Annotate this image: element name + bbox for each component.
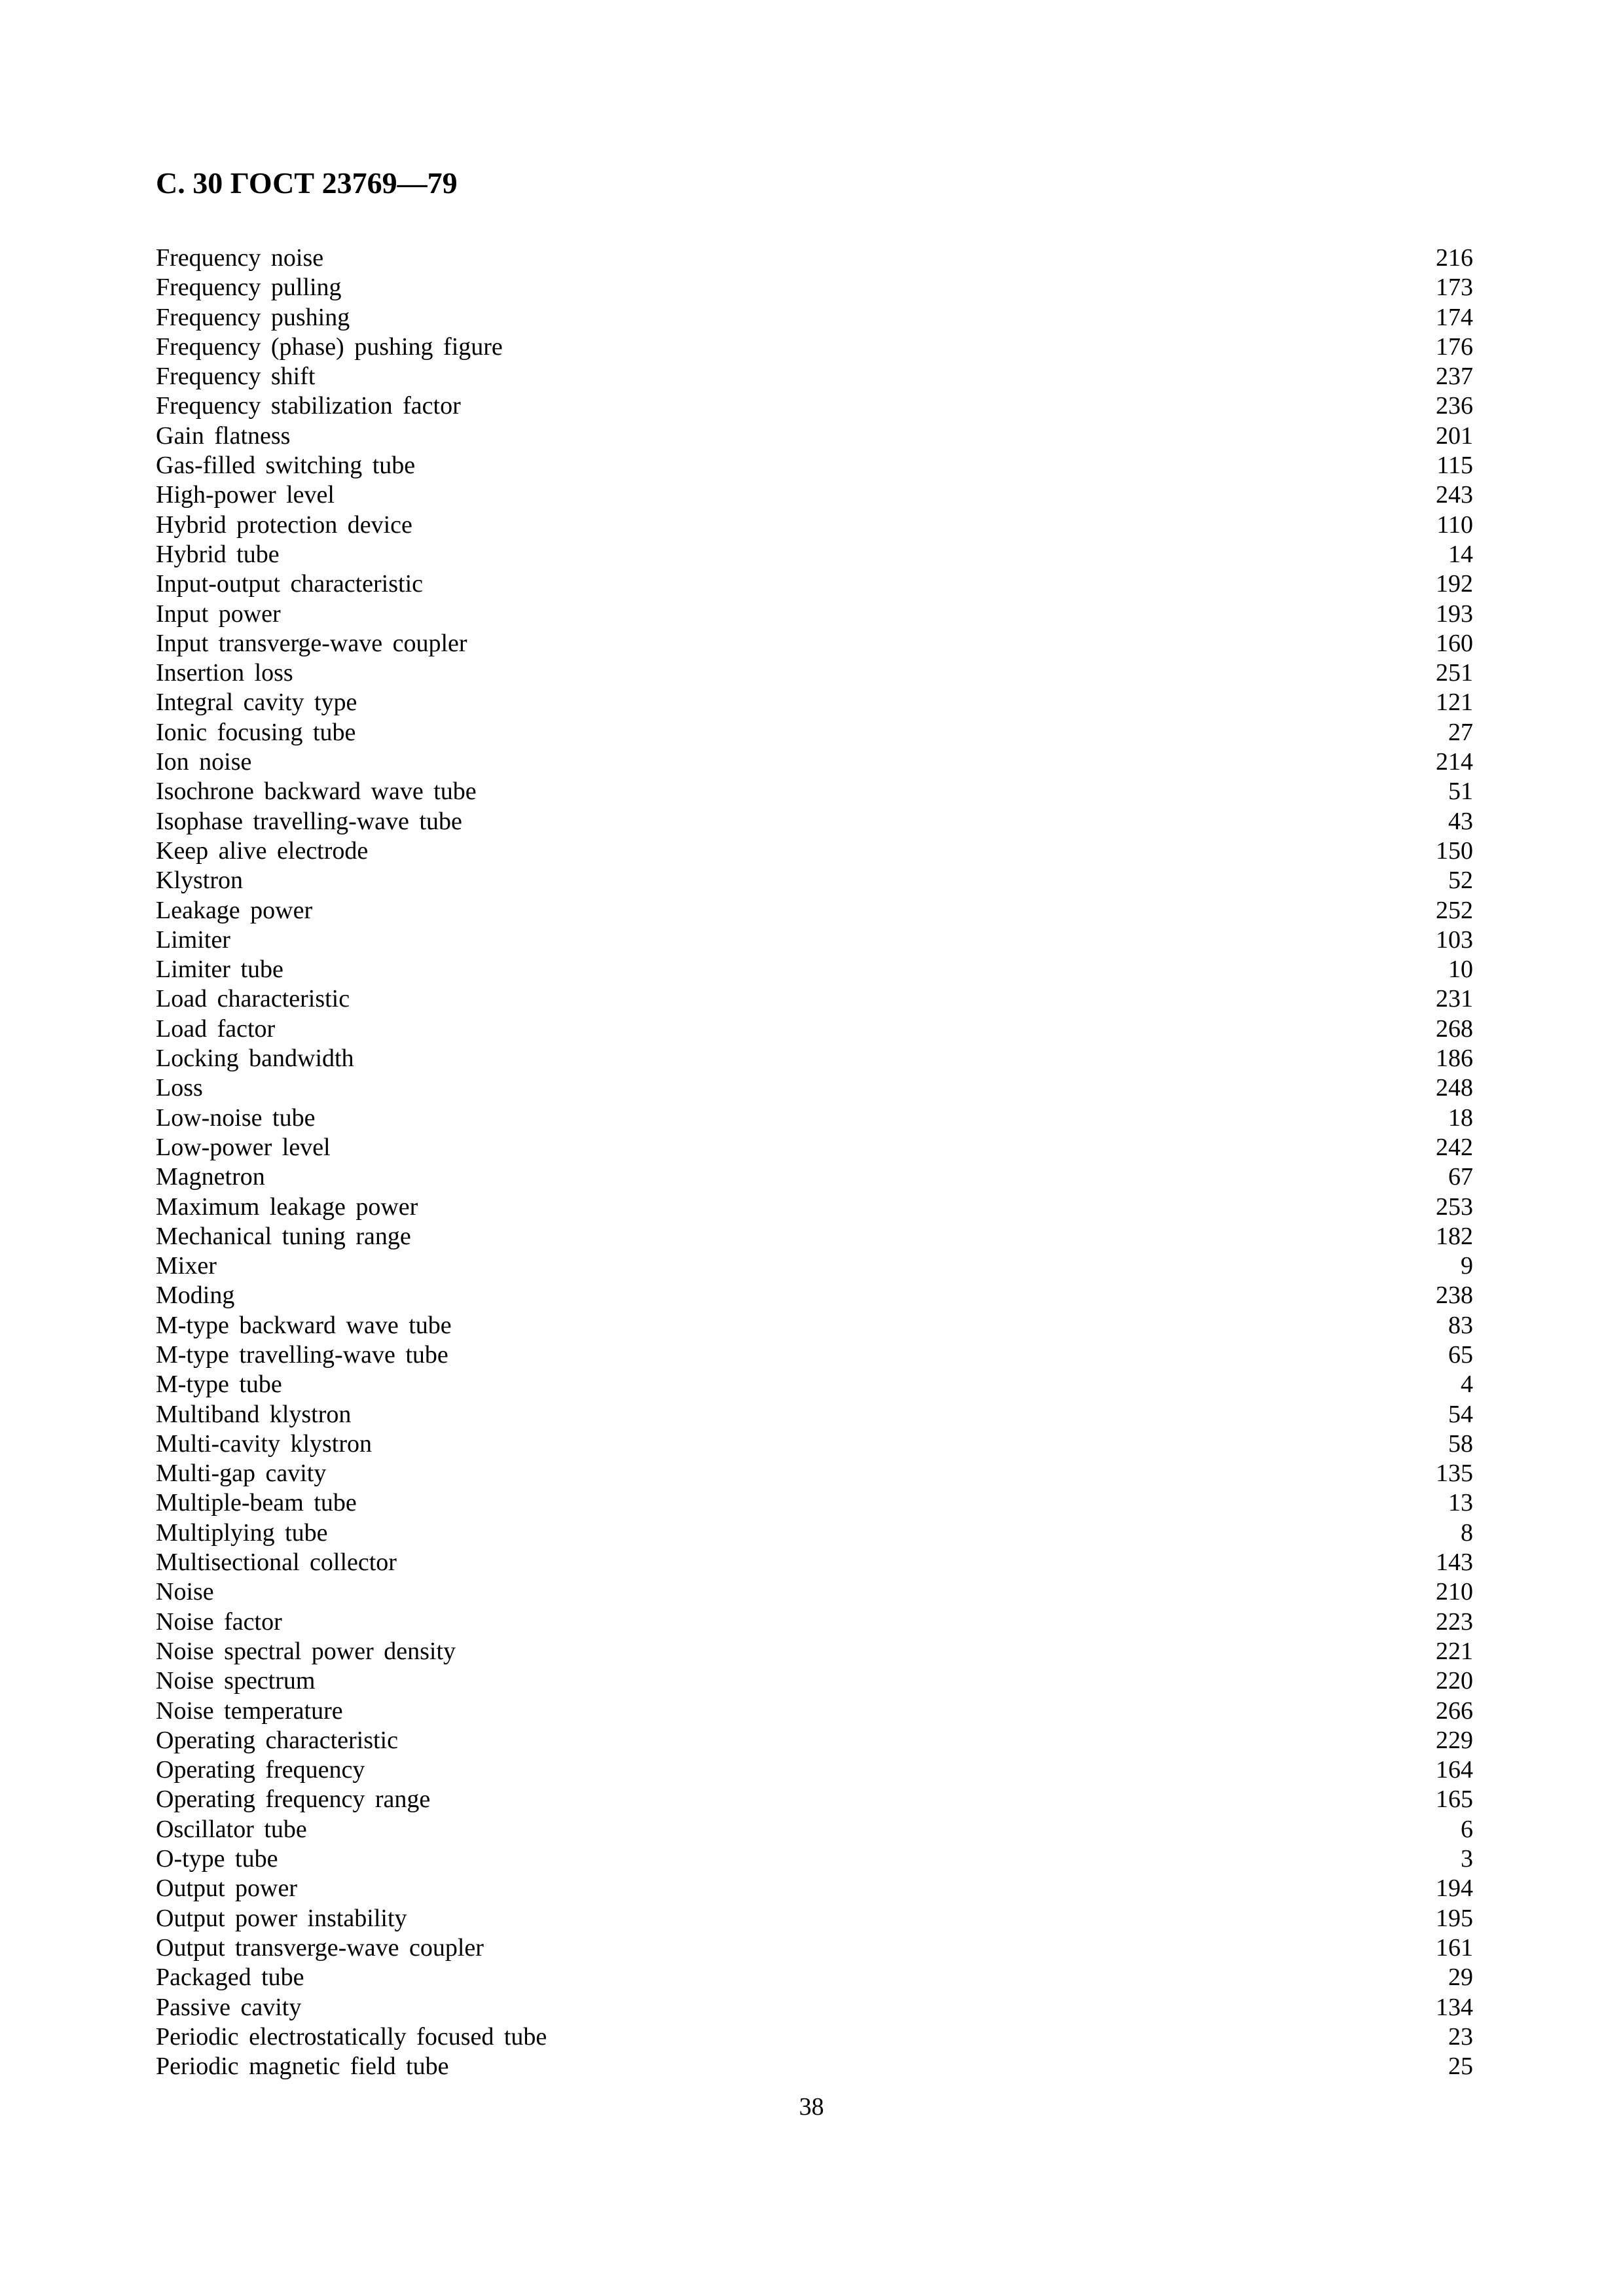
index-page-ref: 115 <box>1436 452 1473 480</box>
index-term: Packaged tube <box>156 1964 304 1992</box>
index-entry <box>156 1904 1473 1933</box>
index-entry <box>156 332 1473 362</box>
index-page-ref: 231 <box>1436 985 1473 1013</box>
index-entry <box>156 807 1473 836</box>
index-page-ref: 268 <box>1436 1014 1473 1043</box>
index-entry <box>156 1488 1473 1518</box>
index-page-ref: 83 <box>1448 1311 1473 1339</box>
index-term: High-power level <box>156 481 335 509</box>
index-page-ref: 143 <box>1436 1549 1473 1577</box>
index-page-ref: 194 <box>1436 1874 1473 1903</box>
index-entry <box>156 1874 1473 1903</box>
index-entry <box>156 629 1473 658</box>
index-term: Ionic focusing tube <box>156 718 356 746</box>
index-term: M-type travelling-wave tube <box>156 1340 448 1369</box>
index-entry <box>156 2022 1473 2052</box>
index-term: Multisectional collector <box>156 1549 397 1577</box>
index-term: Multi-cavity klystron <box>156 1429 373 1458</box>
index-term: Gas-filled switching tube <box>156 452 416 480</box>
index-entry <box>156 1844 1473 1874</box>
index-page-ref: 3 <box>1461 1845 1473 1873</box>
index-page-ref: 238 <box>1436 1282 1473 1310</box>
index-entry <box>156 955 1473 984</box>
index-page-ref: 18 <box>1448 1103 1473 1132</box>
index-entry <box>156 1607 1473 1637</box>
index-entry <box>156 1429 1473 1459</box>
index-term: Moding <box>156 1282 235 1310</box>
index-term: Frequency noise <box>156 244 324 272</box>
index-entry <box>156 1162 1473 1192</box>
index-page-ref: 8 <box>1461 1518 1473 1547</box>
index-page-ref: 4 <box>1461 1371 1473 1399</box>
index-entry <box>156 480 1473 510</box>
index-page-ref: 6 <box>1461 1815 1473 1843</box>
index-term: Passive cavity <box>156 1993 302 2021</box>
index-page-ref: 214 <box>1436 748 1473 776</box>
index-page-ref: 248 <box>1436 1074 1473 1102</box>
index-entry <box>156 600 1473 629</box>
index-term: Operating frequency range <box>156 1785 431 1814</box>
index-term: Magnetron <box>156 1163 265 1191</box>
index-entry <box>156 273 1473 302</box>
index-term: Input power <box>156 600 281 628</box>
index-entry <box>156 569 1473 599</box>
index-entry <box>156 1044 1473 1073</box>
index-entry <box>156 243 1473 273</box>
index-entry <box>156 1251 1473 1281</box>
index-term: Hybrid tube <box>156 540 280 568</box>
index-page-ref: 134 <box>1436 1993 1473 2021</box>
index-entry <box>156 451 1473 480</box>
index-entry <box>156 540 1473 569</box>
index-entry <box>156 511 1473 540</box>
index-entry <box>156 1726 1473 1755</box>
index-page-ref: 65 <box>1448 1340 1473 1369</box>
index-term: Input-output characteristic <box>156 570 424 598</box>
index-page-ref: 237 <box>1436 363 1473 391</box>
index-page-ref: 29 <box>1448 1964 1473 1992</box>
index-entry <box>156 1340 1473 1370</box>
index-entry <box>156 718 1473 747</box>
index-entry <box>156 1222 1473 1251</box>
index-term: Frequency shift <box>156 363 316 391</box>
page-header: С. 30 ГОСТ 23769—79 <box>156 166 458 200</box>
index-term: Noise spectrum <box>156 1667 316 1695</box>
index-entry <box>156 1815 1473 1844</box>
index-entry <box>156 777 1473 806</box>
index-entry <box>156 658 1473 688</box>
index-entry <box>156 1014 1473 1044</box>
index-page-ref: 220 <box>1436 1667 1473 1695</box>
index-term: Hybrid protection device <box>156 511 412 539</box>
index-entry <box>156 747 1473 777</box>
index-page-ref: 174 <box>1436 303 1473 331</box>
index-page-ref: 10 <box>1448 956 1473 984</box>
index-page-ref: 229 <box>1436 1726 1473 1754</box>
index-term: Frequency pulling <box>156 274 342 302</box>
index-entry <box>156 1459 1473 1488</box>
index-page-ref: 14 <box>1448 540 1473 568</box>
index-entry <box>156 1963 1473 1992</box>
index-term: Load characteristic <box>156 985 350 1013</box>
index-entry <box>156 422 1473 451</box>
index-term: Low-power level <box>156 1133 331 1161</box>
index-term: Periodic magnetic field tube <box>156 2053 449 2081</box>
index-page-ref: 25 <box>1448 2053 1473 2081</box>
index-term: Frequency stabilization factor <box>156 392 461 420</box>
index-page-ref: 182 <box>1436 1222 1473 1250</box>
index-page-ref: 243 <box>1436 481 1473 509</box>
index-page-ref: 252 <box>1436 896 1473 924</box>
index-page-ref: 236 <box>1436 392 1473 420</box>
index-term: Periodic electrostatically focused tube <box>156 2022 547 2051</box>
index-page-ref: 51 <box>1448 778 1473 806</box>
index-term: Input transverge-wave coupler <box>156 629 467 657</box>
index-page-ref: 135 <box>1436 1460 1473 1488</box>
index-term: Frequency (phase) pushing figure <box>156 332 503 361</box>
index-page-ref: 216 <box>1436 244 1473 272</box>
index-term: Oscillator tube <box>156 1815 307 1843</box>
index-entry <box>156 1933 1473 1963</box>
index-entry <box>156 2052 1473 2081</box>
index-term: O-type tube <box>156 1845 278 1873</box>
index-page-ref: 210 <box>1436 1578 1473 1606</box>
index-entry <box>156 362 1473 391</box>
index-term: Locking bandwidth <box>156 1045 354 1073</box>
index-term: Operating characteristic <box>156 1726 398 1754</box>
index-entry <box>156 1281 1473 1310</box>
index-term: Low-noise tube <box>156 1103 316 1132</box>
index-page-ref: 58 <box>1448 1429 1473 1458</box>
index-page-ref: 176 <box>1436 332 1473 361</box>
index-term: Mixer <box>156 1252 217 1280</box>
index-entry <box>156 1400 1473 1429</box>
index-page-ref: 186 <box>1436 1045 1473 1073</box>
index-term: Limiter tube <box>156 956 283 984</box>
index-page-ref: 13 <box>1448 1489 1473 1517</box>
index-entry <box>156 896 1473 925</box>
index-term: Integral cavity type <box>156 689 357 717</box>
index-term: Maximum leakage power <box>156 1193 418 1221</box>
index-entry <box>156 836 1473 866</box>
index-term: Multiband klystron <box>156 1400 352 1428</box>
index-term: Noise spectral power density <box>156 1637 456 1665</box>
index-term: Operating frequency <box>156 1756 365 1784</box>
index-entry <box>156 1577 1473 1607</box>
index-page-ref: 160 <box>1436 629 1473 657</box>
index-entry <box>156 391 1473 421</box>
index-page-ref: 54 <box>1448 1400 1473 1428</box>
index-entry <box>156 866 1473 895</box>
index-term: Insertion loss <box>156 659 293 687</box>
index-term: Multiplying tube <box>156 1518 328 1547</box>
index-entry <box>156 1518 1473 1548</box>
index-entry <box>156 1133 1473 1162</box>
index-page-ref: 221 <box>1436 1637 1473 1665</box>
index-page-ref: 201 <box>1436 422 1473 450</box>
index-entry <box>156 984 1473 1014</box>
index-term: Multi-gap cavity <box>156 1460 327 1488</box>
index-page-ref: 242 <box>1436 1133 1473 1161</box>
index-term: Limiter <box>156 925 230 954</box>
index-term: Loss <box>156 1074 203 1102</box>
index-term: Mechanical tuning range <box>156 1222 411 1250</box>
index-page-ref: 52 <box>1448 867 1473 895</box>
index-page-ref: 23 <box>1448 2022 1473 2051</box>
index-term: Noise <box>156 1578 214 1606</box>
index-page-ref: 121 <box>1436 689 1473 717</box>
index-entry <box>156 1993 1473 2022</box>
index-page-ref: 9 <box>1461 1252 1473 1280</box>
index-entry <box>156 1637 1473 1666</box>
index-page-ref: 103 <box>1436 925 1473 954</box>
index-term: Multiple-beam tube <box>156 1489 357 1517</box>
index-page-ref: 223 <box>1436 1607 1473 1636</box>
index-entry <box>156 1311 1473 1340</box>
index-page-ref: 251 <box>1436 659 1473 687</box>
index-term: Output power instability <box>156 1904 407 1932</box>
page-number: 38 <box>799 2093 824 2121</box>
index-page-ref: 150 <box>1436 836 1473 865</box>
index-term: Isochrone backward wave tube <box>156 778 477 806</box>
index-page-ref: 195 <box>1436 1904 1473 1932</box>
index-entry <box>156 1073 1473 1103</box>
index-entry <box>156 1193 1473 1222</box>
index-page-ref: 164 <box>1436 1756 1473 1784</box>
index-page-ref: 193 <box>1436 600 1473 628</box>
index-page-ref: 253 <box>1436 1193 1473 1221</box>
index-page-ref: 266 <box>1436 1696 1473 1725</box>
index-entry <box>156 303 1473 332</box>
index-entry <box>156 1666 1473 1696</box>
index-term: Output power <box>156 1874 298 1903</box>
index-term: Output transverge-wave coupler <box>156 1933 484 1962</box>
index-entry <box>156 925 1473 955</box>
index-term: Load factor <box>156 1014 276 1043</box>
index-term: Noise factor <box>156 1607 282 1636</box>
index-entry <box>156 1370 1473 1399</box>
index-entry <box>156 1755 1473 1785</box>
index-term: Ion noise <box>156 748 252 776</box>
index-entry <box>156 1548 1473 1577</box>
index-term: M-type backward wave tube <box>156 1311 452 1339</box>
index-entry <box>156 688 1473 717</box>
index-term: Klystron <box>156 867 243 895</box>
index-term: Frequency pushing <box>156 303 350 331</box>
index-page-ref: 192 <box>1436 570 1473 598</box>
index-entry <box>156 1696 1473 1726</box>
index-page-ref: 43 <box>1448 807 1473 835</box>
index-page-ref: 161 <box>1436 1933 1473 1962</box>
index-term: M-type tube <box>156 1371 282 1399</box>
index-term: Noise temperature <box>156 1696 343 1725</box>
term-index-list <box>156 243 1473 2081</box>
index-term: Isophase travelling-wave tube <box>156 807 462 835</box>
index-page-ref: 173 <box>1436 274 1473 302</box>
index-page-ref: 165 <box>1436 1785 1473 1814</box>
index-entry <box>156 1103 1473 1133</box>
index-entry <box>156 1785 1473 1814</box>
index-term: Leakage power <box>156 896 313 924</box>
index-term: Gain flatness <box>156 422 291 450</box>
index-page-ref: 110 <box>1436 511 1473 539</box>
index-page-ref: 67 <box>1448 1163 1473 1191</box>
index-page-ref: 27 <box>1448 718 1473 746</box>
index-term: Keep alive electrode <box>156 836 369 865</box>
